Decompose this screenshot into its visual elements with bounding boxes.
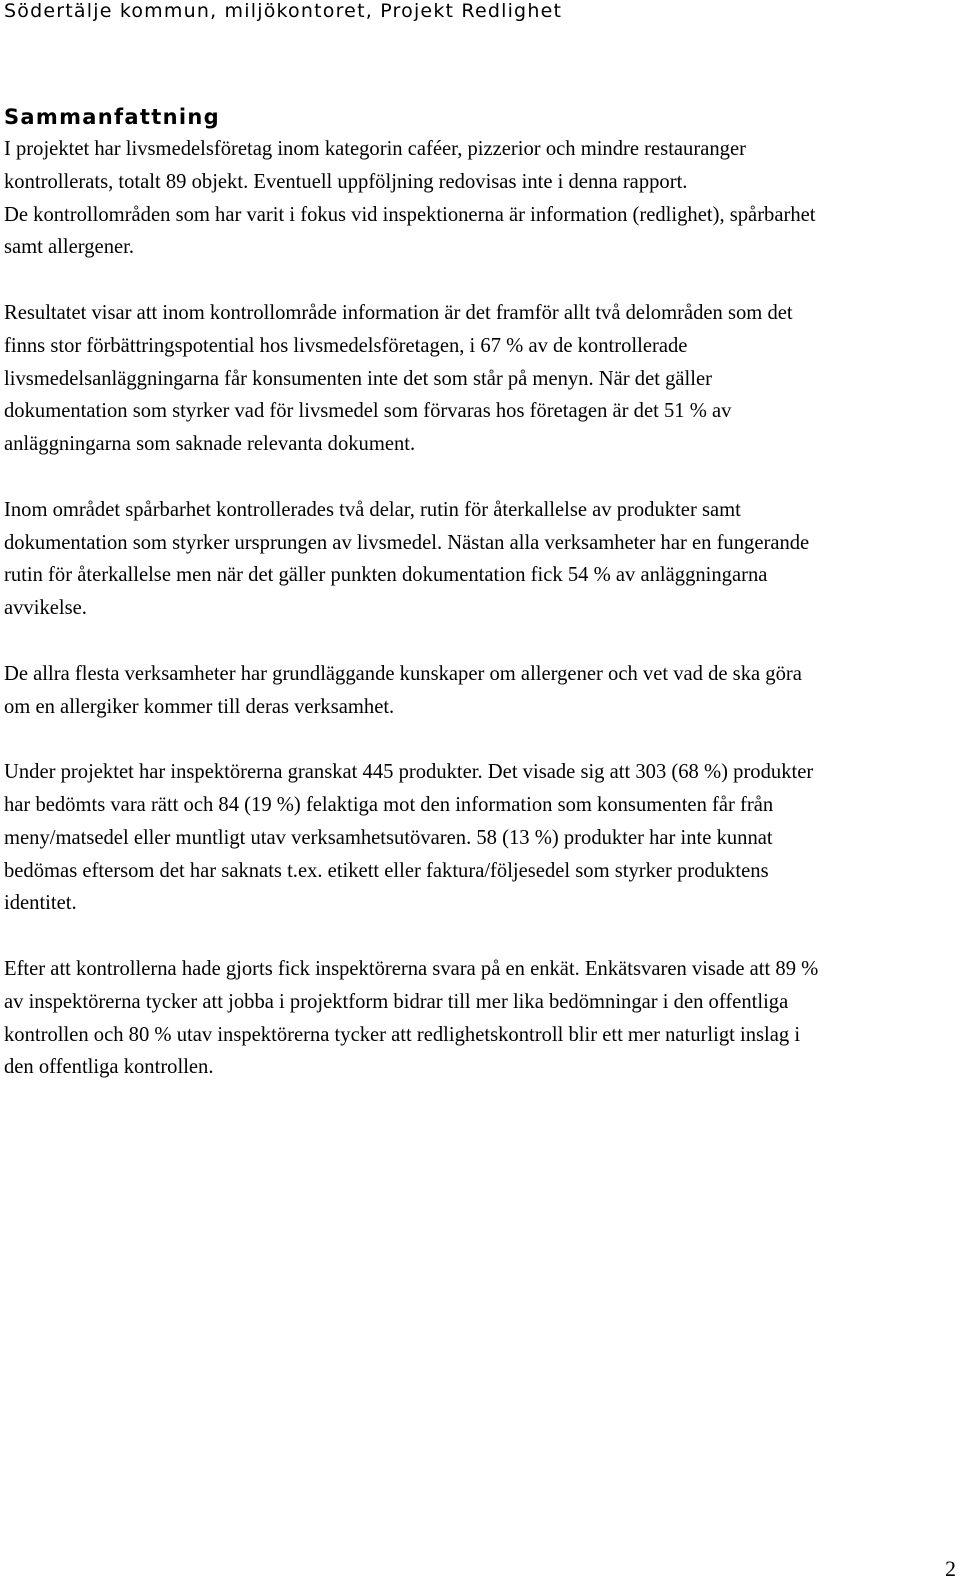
paragraph-intro: [4, 133, 959, 199]
text-line: dokumentation som styrker vad för livsmedel som förvaras hos företagen är det 51 % av: [4, 400, 732, 423]
text-line: Inom området spårbarhet kontrollerades två delar, rutin för återkallelse av produkter samt: [4, 498, 741, 521]
text-line: av inspektörerna tycker att jobba i projektform bidrar till mer lika bedömningar i den offentliga: [4, 990, 789, 1013]
text-line: rutin för återkallelse men när det gäller punkten dokumentation fick 54 % av anläggningarna: [4, 564, 768, 587]
paragraph-survey: [4, 953, 959, 1084]
text-line: samt allergener.: [4, 236, 134, 259]
text-line: dokumentation som styrker ursprungen av livsmedel. Nästan alla verksamheter har en fungerande: [4, 531, 810, 554]
summary-body: [4, 133, 959, 1084]
paragraph-allergens: [4, 658, 959, 724]
text-line: De allra flesta verksamheter har grundläggande kunskaper om allergener och vet vad de ska göra: [4, 662, 802, 685]
text-line: avvikelse.: [4, 597, 87, 620]
text-line: bedömas eftersom det har saknats t.ex. etikett eller faktura/följesedel som styrker produktens: [4, 859, 769, 882]
page-number: 2: [945, 1556, 956, 1581]
text-line: livsmedelsanläggningarna får konsumenten inte det som står på menyn. När det gäller: [4, 367, 712, 390]
text-line: Efter att kontrollerna hade gjorts fick inspektörerna svara på en enkät. Enkätsvaren visade att 89 %: [4, 957, 819, 980]
paragraph-product-review: [4, 756, 959, 920]
text-line: De kontrollområden som har varit i fokus vid inspektionerna är information (redlighet), spårbarhet: [4, 203, 816, 226]
text-line: I projektet har livsmedelsföretag inom kategorin caféer, pizzerior och mindre restauranger: [4, 138, 746, 160]
text-line: Under projektet har inspektörerna granskat 445 produkter. Det visade sig att 303 (68 %) produkter: [4, 761, 814, 784]
text-line: Resultatet visar att inom kontrollområde information är det framför allt två delområden som det: [4, 301, 793, 324]
text-line: meny/matsedel eller muntligt utav verksamhetsutövaren. 58 (13 %) produkter har inte kunnat: [4, 826, 773, 849]
section-heading: Sammanfattning: [4, 105, 220, 129]
paragraph-traceability: [4, 494, 959, 625]
running-header: Södertälje kommun, miljökontoret, Projekt Redlighet: [4, 0, 563, 22]
text-line: identitet.: [4, 892, 77, 915]
text-line: kontrollen och 80 % utav inspektörerna tycker att redlighetskontroll blir ett mer naturligt inslag i: [4, 1023, 801, 1046]
text-line: finns stor förbättringspotential hos livsmedelsföretagen, i 67 % av de kontrollerade: [4, 334, 688, 357]
paragraph-information-results: [4, 297, 959, 461]
text-line: den offentliga kontrollen.: [4, 1056, 214, 1079]
text-line: har bedömts vara rätt och 84 (19 %) felaktiga mot den information som konsumenten får från: [4, 793, 774, 816]
text-line: anläggningarna som saknade relevanta dokument.: [4, 433, 416, 456]
text-line: kontrollerats, totalt 89 objekt. Eventuell uppföljning redovisas inte i denna rapport.: [4, 170, 688, 193]
text-line: om en allergiker kommer till deras verksamhet.: [4, 695, 395, 718]
paragraph-focus-areas: [4, 199, 959, 265]
